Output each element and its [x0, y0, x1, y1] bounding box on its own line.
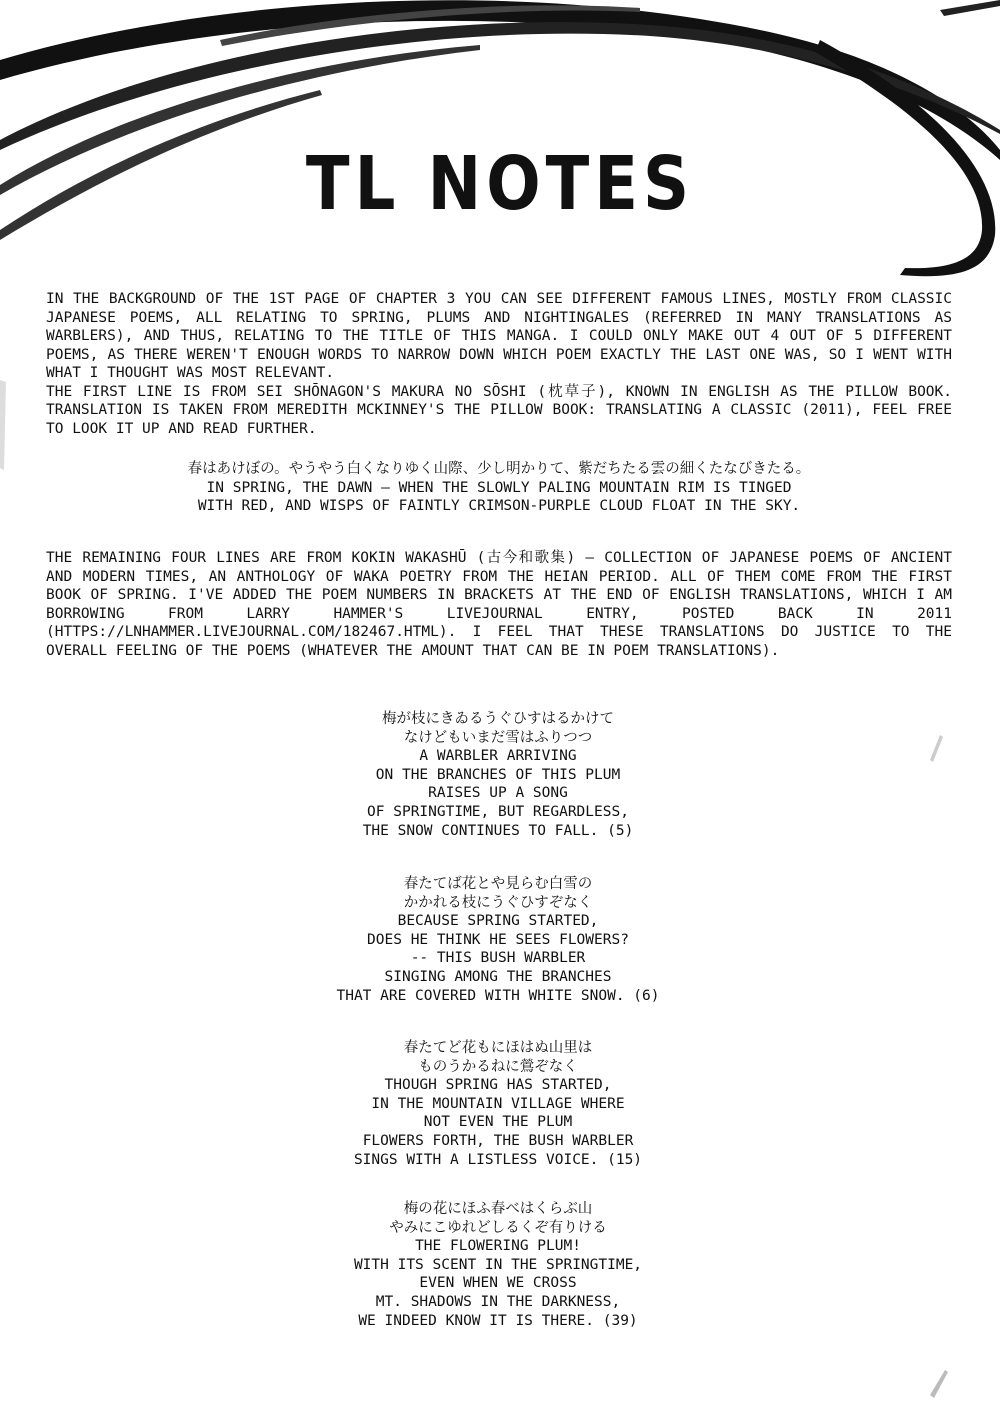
- intro-paragraph-1: IN THE BACKGROUND OF THE 1ST PAGE OF CHAPTER 3 YOU CAN SEE DIFFERENT FAMOUS LINES, MOSTLY FROM CLASSIC JAPANESE POEMS, ALL RELATING TO SPRING, PLUMS AND NIGHTINGALES (REFERRED IN MANY TRANSLATIONS AS WARBLERS), AND THUS, RELATING TO THE TITLE OF THIS MANGA. I COULD ONLY MAKE OUT 4 OUT OF 5 DIFFERENT POEMS, AS THERE WEREN'T ENOUGH WORDS TO NARROW DOWN WHICH POEM EXACTLY THE LAST ONE WAS, SO I WENT WITH WHAT I THOUGHT WAS MOST RELEVANT.: [46, 291, 952, 381]
- poem-en-line: EVEN WHEN WE CROSS: [419, 1275, 577, 1292]
- poem-en-line: NOT EVEN THE PLUM: [423, 1114, 573, 1131]
- poem-en-line: BECAUSE SPRING STARTED,: [397, 913, 599, 930]
- poem-en-line: RAISES UP A SONG: [428, 785, 568, 802]
- poem-en-line: IN THE MOUNTAIN VILLAGE WHERE: [371, 1095, 625, 1112]
- quote-english: IN SPRING, THE DAWN — WHEN THE SLOWLY PALING MOUNTAIN RIM IS TINGED WITH RED, AND WISPS OF FAINTLY CRIMSON-PURPLE CLOUD FLOAT IN THE SKY.: [197, 479, 801, 514]
- brush-splatter-bottom: [930, 1370, 948, 1398]
- poem-en-line: THOUGH SPRING HAS STARTED,: [384, 1077, 612, 1094]
- poem-en-line: DOES HE THINK HE SEES FLOWERS?: [367, 931, 629, 948]
- poem-5: [248, 710, 748, 840]
- poem-jp-line: なけどもいまだ雪はふりつつ: [403, 729, 593, 746]
- poem-jp-line: 梅の花にほふ春べはくらぶ山: [403, 1201, 593, 1217]
- page-title: TL NOTES: [305, 142, 695, 228]
- poem-en-line: MT. SHADOWS IN THE DARKNESS,: [375, 1293, 621, 1310]
- poem-39: [248, 1200, 748, 1330]
- poem-en-line: THE SNOW CONTINUES TO FALL. (5): [362, 822, 634, 839]
- intro-section: [46, 290, 952, 438]
- brush-splatter-left: [0, 380, 6, 470]
- poem-en-line: THE FLOWERING PLUM!: [415, 1238, 581, 1255]
- poem-jp-line: 春たてど花もにほはぬ山里は: [403, 1040, 593, 1056]
- poem-6: [248, 875, 748, 1005]
- poem-jp-line: ものうかるねに鶯ぞなく: [418, 1058, 578, 1075]
- intro-paragraph-2: THE FIRST LINE IS FROM SEI SHŌNAGON'S MAKURA NO SŌSHI (枕草子), KNOWN IN ENGLISH AS THE PILLOW BOOK. TRANSLATION IS TAKEN FROM MEREDITH MCKINNEY'S THE PILLOW BOOK: TRANSLATING A CLASSIC (2011), FEEL FREE TO LOOK IT UP AND READ FURTHER.: [46, 383, 952, 437]
- poem-en-line: ON THE BRANCHES OF THIS PLUM: [375, 766, 621, 783]
- poem-en-line: A WARBLER ARRIVING: [419, 748, 577, 765]
- poem-en-line: -- THIS BUSH WARBLER: [410, 950, 586, 967]
- poem-en-line: SINGS WITH A LISTLESS VOICE. (15): [353, 1151, 643, 1168]
- poem-jp-line: 春たてば花とや見らむ白雪の: [403, 876, 593, 892]
- poem-jp-line: 梅が枝にきゐるうぐひすはるかけて: [382, 711, 614, 727]
- poem-en-line: THAT ARE COVERED WITH WHITE SNOW. (6): [336, 987, 660, 1004]
- poem-en-line: WITH ITS SCENT IN THE SPRINGTIME,: [353, 1256, 643, 1273]
- poem-jp-line: かかれる枝にうぐひすぞなく: [403, 894, 593, 911]
- brush-splatter-right: [930, 735, 943, 762]
- poem-jp-line: やみにこゆれどしるくぞ有りける: [389, 1219, 607, 1236]
- pillow-book-quote: [46, 460, 952, 516]
- sources-paragraph: THE REMAINING FOUR LINES ARE FROM KOKIN WAKASHŪ (古今和歌集) — COLLECTION OF JAPANESE POEMS OF ANCIENT AND MODERN TIMES, AN ANTHOLOGY OF WAKA POETRY FROM THE HEIAN PERIOD. ALL OF THEM COME FROM THE FIRST BOOK OF SPRING. I'VE ADDED THE POEM NUMBERS IN BRACKETS AT THE END OF ENGLISH TRANSLATIONS, WHICH I AM BORROWING FROM LARRY HAMMER'S LIVEJOURNAL ENTRY, POSTED BACK IN 2011 (HTTPS://LNHAMMER.LIVEJOURNAL.COM/182467.HTML). I FEEL THAT THESE TRANSLATIONS DO JUSTICE TO THE OVERALL FEELING OF THE POEMS (WHATEVER THE AMOUNT THAT CAN BE IN POEM TRANSLATIONS).: [46, 550, 952, 659]
- poem-en-line: WE INDEED KNOW IT IS THERE. (39): [358, 1312, 638, 1329]
- poem-15: [248, 1039, 748, 1169]
- poem-en-line: SINGING AMONG THE BRANCHES: [384, 968, 612, 985]
- poem-en-line: OF SPRINGTIME, BUT REGARDLESS,: [367, 803, 629, 820]
- brush-dash: [940, 0, 1000, 16]
- quote-japanese: 春はあけぼの。やうやう白くなりゆく山際、少し明かりて、紫だちたる雲の細くたなびきたる。: [187, 461, 811, 477]
- poem-en-line: FLOWERS FORTH, THE BUSH WARBLER: [362, 1132, 634, 1149]
